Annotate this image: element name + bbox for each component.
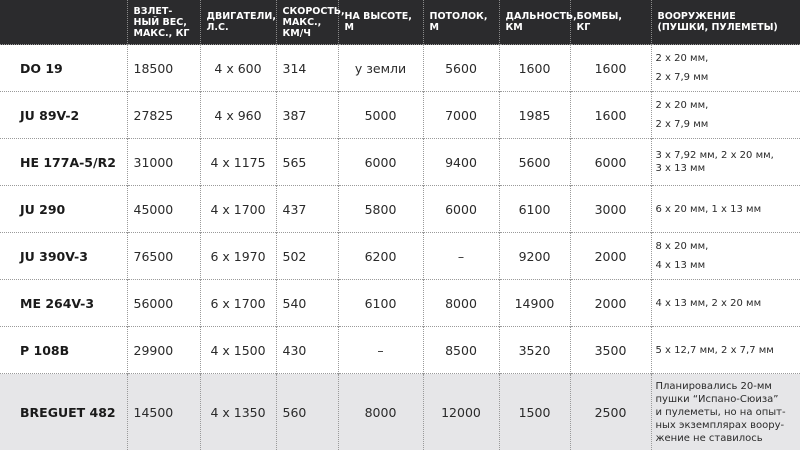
header-max-speed: СКОРОСТЬ, МАКС., КМ/Ч: [276, 0, 338, 45]
header-engines: ДВИГАТЕЛИ, Л.С.: [200, 0, 276, 45]
header-aircraft: [0, 0, 127, 45]
cell-engines: 6 x 1970: [200, 233, 276, 280]
aircraft-name: HE 177A-5/R2: [0, 139, 127, 186]
header-ceiling: ПОТОЛОК, М: [423, 0, 499, 45]
cell-armament: 5 x 12,7 мм, 2 x 7,7 мм: [651, 327, 800, 374]
aircraft-name: ME 264V-3: [0, 280, 127, 327]
cell-speed: 387: [276, 92, 338, 139]
cell-bombs: 1600: [570, 92, 651, 139]
cell-armament: 2 x 20 мм, 2 x 7,9 мм: [651, 45, 800, 92]
cell-armament: Планировались 20-мм пушки “Испано-Сюиза” и пулеметы, но на опыт- ных экземплярах воору- жение не ставилось: [651, 374, 800, 450]
cell-bombs: 2000: [570, 233, 651, 280]
cell-armament: 6 x 20 мм, 1 x 13 мм: [651, 186, 800, 233]
cell-weight: 27825: [127, 92, 200, 139]
cell-engines: 4 x 1700: [200, 186, 276, 233]
table-row: [0, 139, 800, 186]
header-altitude: НА ВЫСОТЕ, М: [338, 0, 423, 45]
cell-ceiling: 5600: [423, 45, 499, 92]
table-header: [0, 0, 800, 45]
cell-weight: 18500: [127, 45, 200, 92]
cell-weight: 76500: [127, 233, 200, 280]
table-row: [0, 374, 800, 450]
cell-armament: 8 x 20 мм, 4 x 13 мм: [651, 233, 800, 280]
cell-range: 5600: [499, 139, 570, 186]
cell-speed: 540: [276, 280, 338, 327]
cell-armament: 3 x 7,92 мм, 2 x 20 мм, 3 x 13 мм: [651, 139, 800, 186]
cell-speed: 314: [276, 45, 338, 92]
header-takeoff-weight: ВЗЛЕТ- НЫЙ ВЕС, МАКС., КГ: [127, 0, 200, 45]
cell-speed: 560: [276, 374, 338, 450]
cell-armament: 4 x 13 мм, 2 x 20 мм: [651, 280, 800, 327]
cell-bombs: 3500: [570, 327, 651, 374]
cell-range: 9200: [499, 233, 570, 280]
header-row: [0, 0, 800, 45]
cell-weight: 56000: [127, 280, 200, 327]
table-row: [0, 45, 800, 92]
cell-engines: 4 x 960: [200, 92, 276, 139]
cell-bombs: 1600: [570, 45, 651, 92]
table-body: [0, 45, 800, 450]
cell-ceiling: 8500: [423, 327, 499, 374]
aircraft-name: BREGUET 482: [0, 374, 127, 450]
cell-ceiling: 12000: [423, 374, 499, 450]
cell-altitude: 6000: [338, 139, 423, 186]
cell-altitude: у земли: [338, 45, 423, 92]
cell-bombs: 2000: [570, 280, 651, 327]
header-range: ДАЛЬНОСТЬ, КМ: [499, 0, 570, 45]
cell-weight: 45000: [127, 186, 200, 233]
cell-altitude: 5800: [338, 186, 423, 233]
header-bombs: БОМБЫ, КГ: [570, 0, 651, 45]
cell-weight: 31000: [127, 139, 200, 186]
cell-speed: 565: [276, 139, 338, 186]
cell-altitude: 5000: [338, 92, 423, 139]
header-armament: ВООРУЖЕНИЕ (ПУШКИ, ПУЛЕМЕТЫ): [651, 0, 800, 45]
cell-speed: 437: [276, 186, 338, 233]
cell-range: 3520: [499, 327, 570, 374]
cell-ceiling: 9400: [423, 139, 499, 186]
cell-armament: 2 x 20 мм, 2 x 7,9 мм: [651, 92, 800, 139]
cell-bombs: 3000: [570, 186, 651, 233]
cell-range: 14900: [499, 280, 570, 327]
cell-engines: 4 x 600: [200, 45, 276, 92]
cell-range: 6100: [499, 186, 570, 233]
table-row: [0, 327, 800, 374]
cell-altitude: 8000: [338, 374, 423, 450]
cell-altitude: –: [338, 327, 423, 374]
cell-ceiling: 6000: [423, 186, 499, 233]
aircraft-name: DO 19: [0, 45, 127, 92]
cell-range: 1600: [499, 45, 570, 92]
aircraft-name: JU 89V-2: [0, 92, 127, 139]
cell-range: 1985: [499, 92, 570, 139]
cell-engines: 6 x 1700: [200, 280, 276, 327]
cell-ceiling: 8000: [423, 280, 499, 327]
cell-weight: 14500: [127, 374, 200, 450]
cell-engines: 4 x 1500: [200, 327, 276, 374]
table-row: [0, 92, 800, 139]
cell-speed: 430: [276, 327, 338, 374]
cell-ceiling: 7000: [423, 92, 499, 139]
table-row: [0, 280, 800, 327]
aircraft-name: JU 390V-3: [0, 233, 127, 280]
cell-altitude: 6200: [338, 233, 423, 280]
cell-range: 1500: [499, 374, 570, 450]
cell-altitude: 6100: [338, 280, 423, 327]
cell-speed: 502: [276, 233, 338, 280]
cell-engines: 4 x 1175: [200, 139, 276, 186]
cell-engines: 4 x 1350: [200, 374, 276, 450]
table-row: [0, 233, 800, 280]
aircraft-name: JU 290: [0, 186, 127, 233]
cell-ceiling: –: [423, 233, 499, 280]
cell-weight: 29900: [127, 327, 200, 374]
cell-bombs: 2500: [570, 374, 651, 450]
aircraft-name: P 108B: [0, 327, 127, 374]
cell-bombs: 6000: [570, 139, 651, 186]
table-row: [0, 186, 800, 233]
